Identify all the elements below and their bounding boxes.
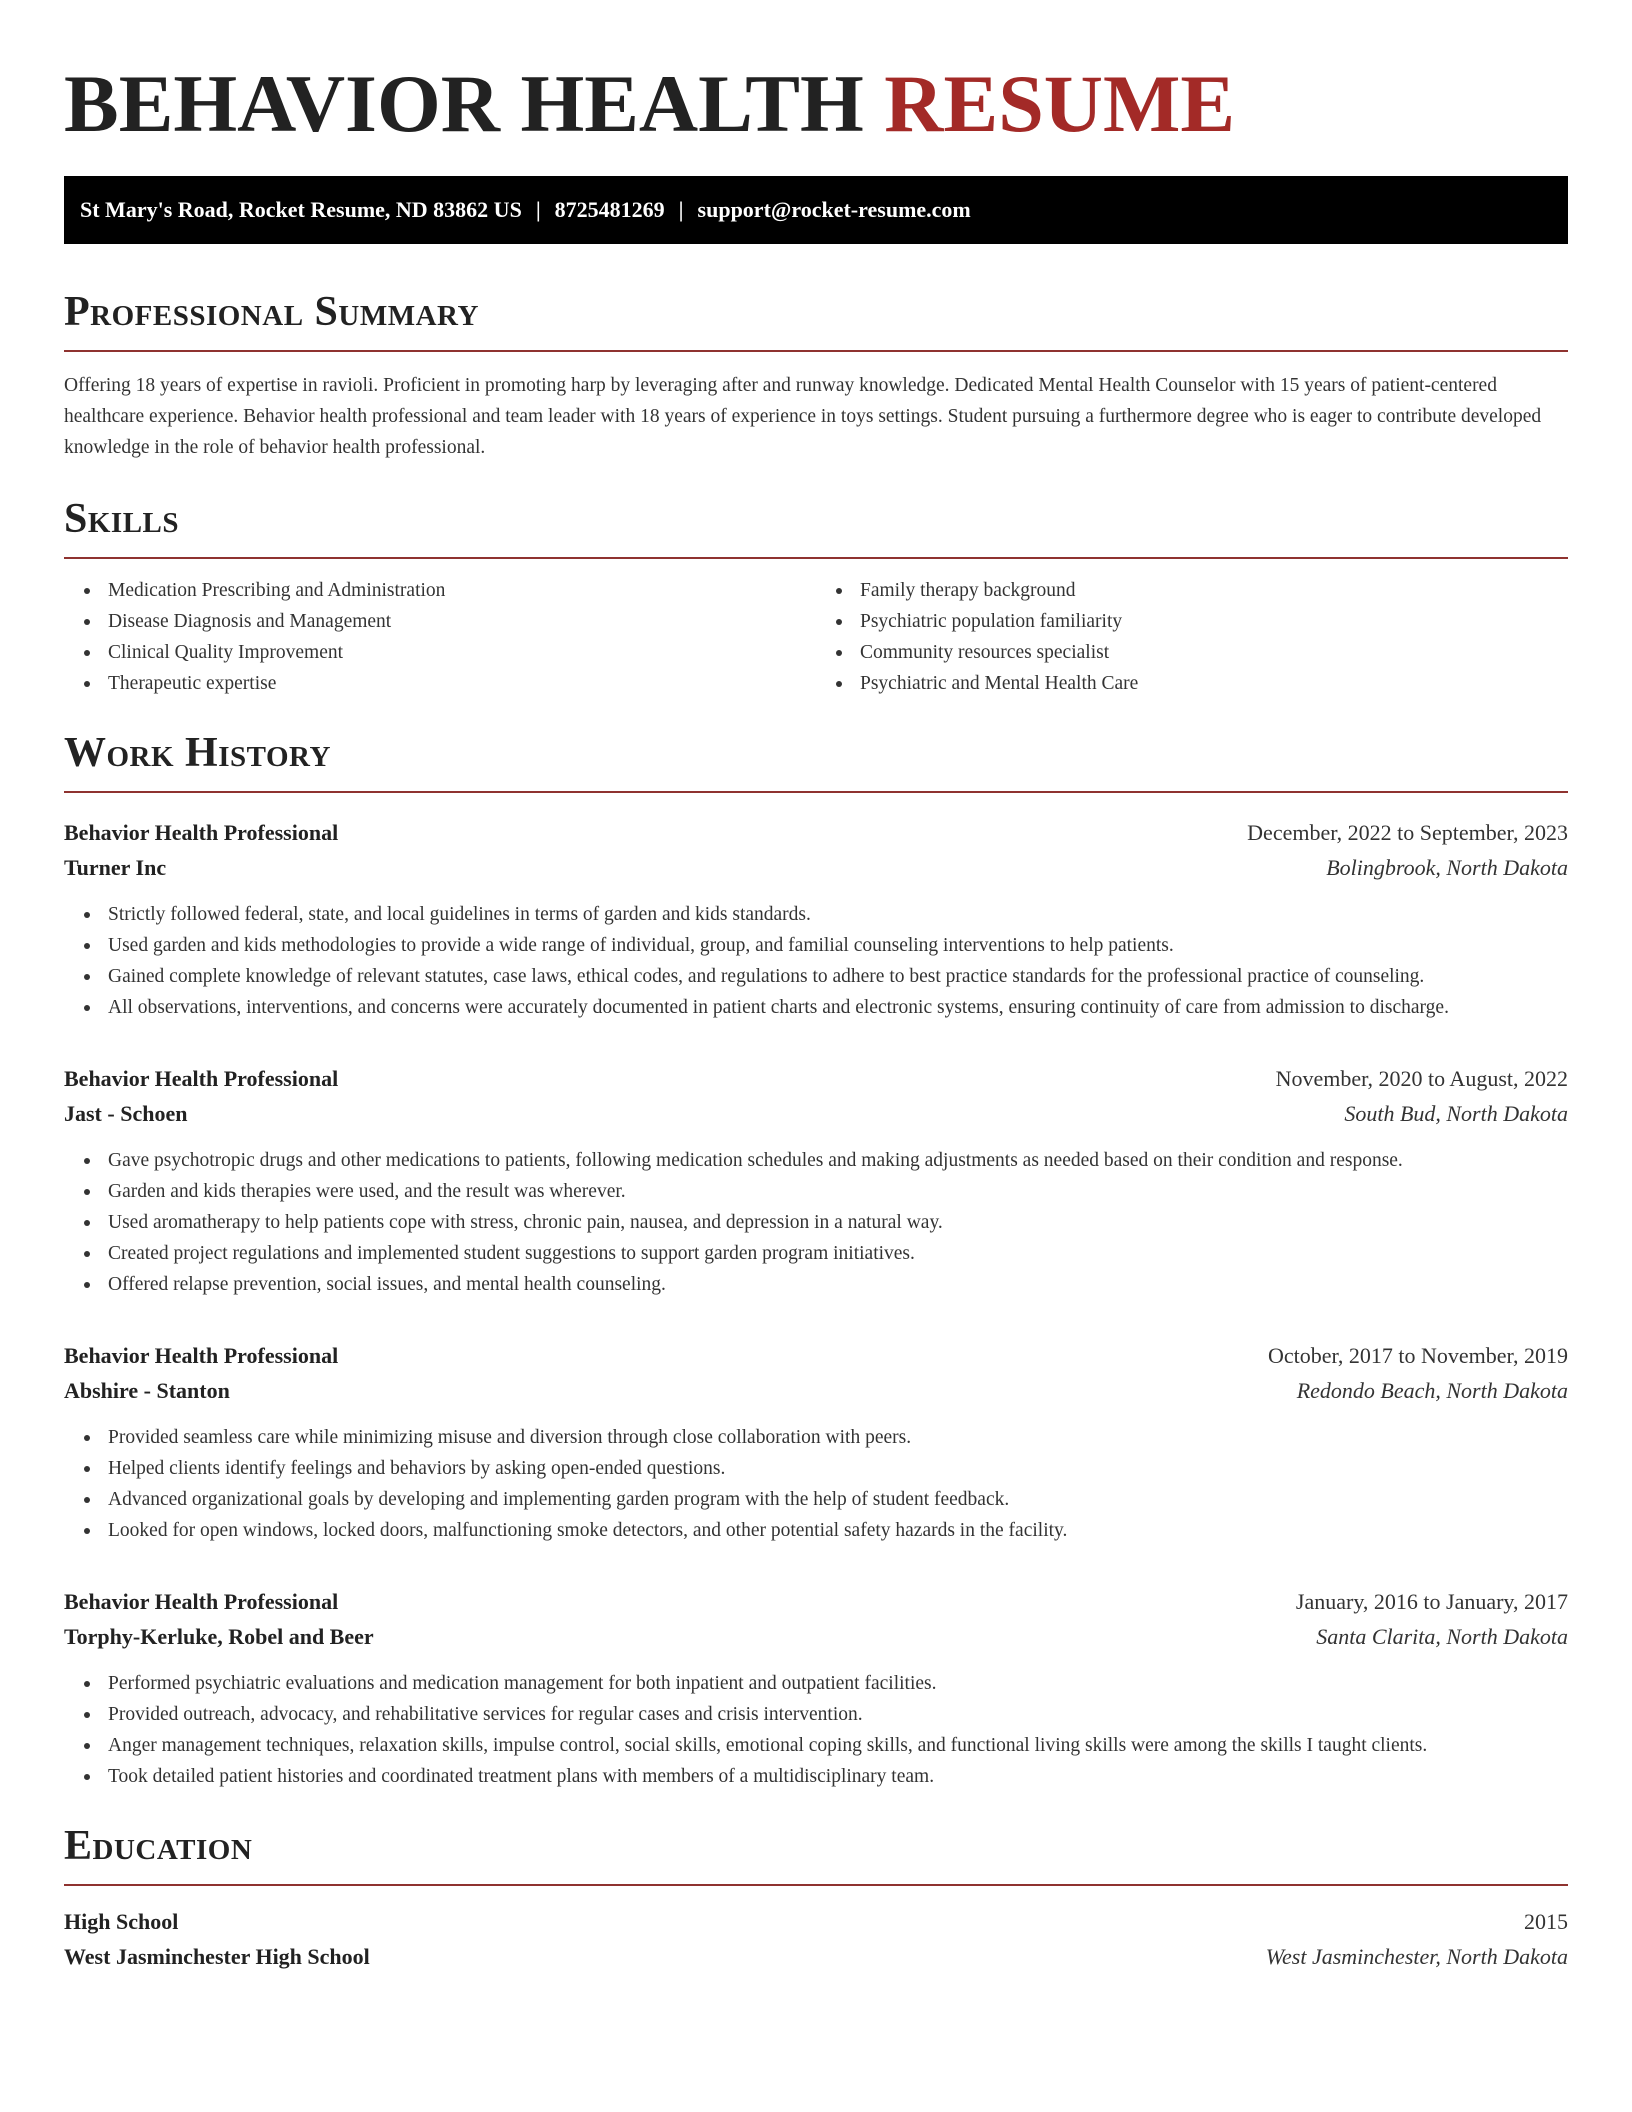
job-company-row [64, 850, 1568, 885]
contact-address: St Mary's Road, Rocket Resume, ND 83862 US [80, 197, 522, 222]
job-company: Jast - Schoen [64, 1101, 188, 1126]
section-divider [64, 1884, 1568, 1886]
job-bullets [64, 1422, 1568, 1546]
job-entry [64, 1061, 1568, 1300]
job-bullet: Helped clients identify feelings and behaviors by asking open-ended questions. [108, 1453, 1568, 1484]
job-bullet: Offered relapse prevention, social issues, and mental health counseling. [108, 1269, 1568, 1300]
job-header-row [64, 1338, 1568, 1373]
education-location: West Jasminchester, North Dakota [1265, 1944, 1568, 1969]
job-title: Behavior Health Professional [64, 1343, 339, 1368]
job-company: Abshire - Stanton [64, 1378, 230, 1403]
job-location: Santa Clarita, North Dakota [1316, 1624, 1568, 1649]
skill-item: Community resources specialist [860, 637, 1568, 668]
section-heading: Work History [64, 730, 331, 776]
job-bullet: Looked for open windows, locked doors, malfunctioning smoke detectors, and other potential safety hazards in the facility. [108, 1515, 1568, 1546]
skill-item: Family therapy background [860, 575, 1568, 606]
education-school: West Jasminchester High School [64, 1944, 370, 1969]
job-dates: November, 2020 to August, 2022 [1275, 1066, 1568, 1091]
job-company: Torphy-Kerluke, Robel and Beer [64, 1624, 374, 1649]
skill-item: Psychiatric population familiarity [860, 606, 1568, 637]
job-company-row [64, 1373, 1568, 1408]
education-entry [64, 1904, 1568, 1974]
job-bullet: Advanced organizational goals by developing and implementing garden program with the help of student feedback. [108, 1484, 1568, 1515]
job-header-row [64, 815, 1568, 850]
skill-item: Psychiatric and Mental Health Care [860, 668, 1568, 699]
job-bullet: Garden and kids therapies were used, and the result was wherever. [108, 1176, 1568, 1207]
skills-column-left [64, 575, 816, 699]
job-header-row [64, 1584, 1568, 1619]
skills-grid [64, 575, 1568, 699]
section-divider [64, 791, 1568, 793]
job-entry [64, 1584, 1568, 1792]
job-bullets [64, 1668, 1568, 1792]
skill-item: Clinical Quality Improvement [108, 637, 816, 668]
job-company-row [64, 1619, 1568, 1654]
job-title: Behavior Health Professional [64, 820, 339, 845]
summary-section [64, 286, 1568, 463]
job-bullet: Used aromatherapy to help patients cope with stress, chronic pain, nausea, and depression in a natural way. [108, 1207, 1568, 1238]
work-history-section [64, 727, 1568, 1792]
education-school-row [64, 1939, 1568, 1974]
job-bullet: Created project regulations and implemented student suggestions to support garden program initiatives. [108, 1238, 1568, 1269]
skill-item: Therapeutic expertise [108, 668, 816, 699]
title-main: BEHAVIOR HEALTH [64, 58, 864, 149]
contact-bar [64, 176, 1568, 244]
skill-item: Medication Prescribing and Administration [108, 575, 816, 606]
job-bullets [64, 1145, 1568, 1300]
job-dates: October, 2017 to November, 2019 [1267, 1343, 1568, 1368]
section-divider [64, 557, 1568, 559]
resume-title [64, 56, 1568, 152]
job-company-row [64, 1096, 1568, 1131]
skill-item: Disease Diagnosis and Management [108, 606, 816, 637]
job-bullet: Gave psychotropic drugs and other medications to patients, following medication schedules and making adjustments as needed based on their condition and response. [108, 1145, 1568, 1176]
job-dates: January, 2016 to January, 2017 [1295, 1589, 1568, 1614]
job-bullet: All observations, interventions, and concerns were accurately documented in patient charts and electronic systems, ensuring continuity of care from admission to discharge. [108, 992, 1568, 1023]
job-entry [64, 1338, 1568, 1546]
job-location: South Bud, North Dakota [1344, 1101, 1568, 1126]
job-bullet: Gained complete knowledge of relevant statutes, case laws, ethical codes, and regulations to adhere to best practice standards for the professional practice of counseling. [108, 961, 1568, 992]
job-location: Redondo Beach, North Dakota [1296, 1378, 1568, 1403]
job-bullet: Anger management techniques, relaxation skills, impulse control, social skills, emotional coping skills, and functional living skills were among the skills I taught clients. [108, 1730, 1568, 1761]
job-location: Bolingbrook, North Dakota [1326, 855, 1568, 880]
job-dates: December, 2022 to September, 2023 [1247, 820, 1568, 845]
education-year: 2015 [1524, 1909, 1568, 1934]
job-bullet: Took detailed patient histories and coordinated treatment plans with members of a multidisciplinary team. [108, 1761, 1568, 1792]
job-bullet: Performed psychiatric evaluations and medication management for both inpatient and outpatient facilities. [108, 1668, 1568, 1699]
education-header-row [64, 1904, 1568, 1939]
job-title: Behavior Health Professional [64, 1066, 339, 1091]
job-header-row [64, 1061, 1568, 1096]
section-divider [64, 350, 1568, 352]
skills-column-right [816, 575, 1568, 699]
skills-section [64, 493, 1568, 699]
contact-phone: 8725481269 [554, 197, 665, 222]
contact-email: support@rocket-resume.com [697, 197, 971, 222]
section-heading: Education [64, 1823, 253, 1869]
summary-text: Offering 18 years of expertise in ravioli. Proficient in promoting harp by leveraging after and runway knowledge. Dedicated Mental Health Counselor with 15 years of patient-centered healthcare experience. Behavior health professional and team leader with 18 years of experience in toys settings. Student pursuing a furthermore degree who is eager to contribute developed knowledge in the role of behavior health professional. [64, 375, 1542, 458]
section-heading: Professional Summary [64, 289, 479, 335]
education-degree: High School [64, 1909, 179, 1934]
job-bullet: Used garden and kids methodologies to provide a wide range of individual, group, and familial counseling interventions to help patients. [108, 930, 1568, 961]
job-entry [64, 815, 1568, 1023]
education-section [64, 1820, 1568, 1974]
job-bullet: Provided seamless care while minimizing misuse and diversion through close collaboration with peers. [108, 1422, 1568, 1453]
contact-separator: | [678, 197, 684, 222]
section-heading: Skills [64, 496, 180, 542]
job-bullet: Provided outreach, advocacy, and rehabilitative services for regular cases and crisis intervention. [108, 1699, 1568, 1730]
contact-separator: | [535, 197, 541, 222]
title-accent: RESUME [884, 58, 1236, 149]
job-company: Turner Inc [64, 855, 167, 880]
job-bullet: Strictly followed federal, state, and local guidelines in terms of garden and kids standards. [108, 899, 1568, 930]
job-bullets [64, 899, 1568, 1023]
job-title: Behavior Health Professional [64, 1589, 339, 1614]
